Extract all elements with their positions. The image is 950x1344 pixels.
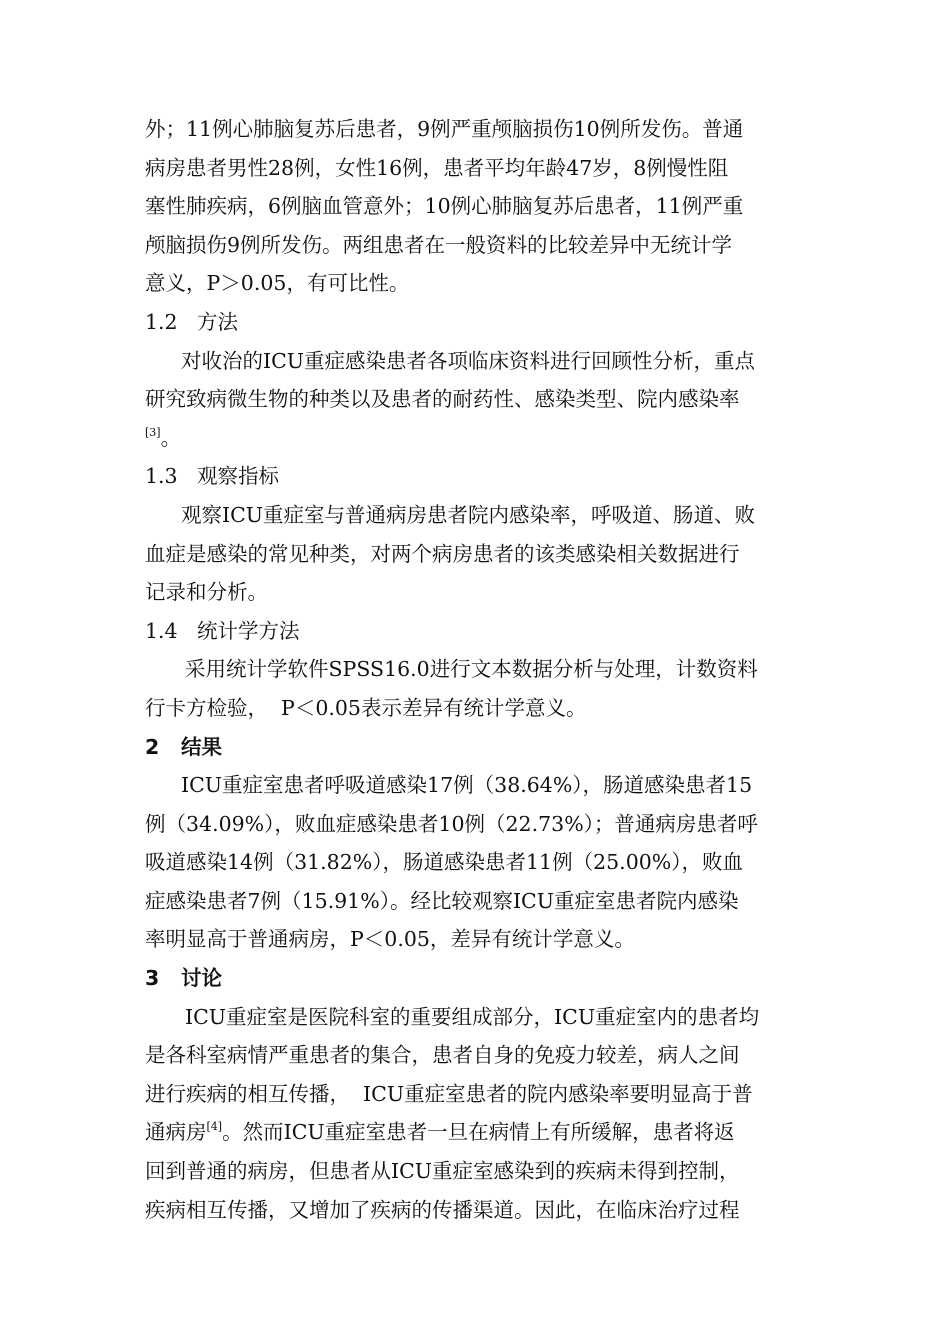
citation-ref: [3] <box>145 425 161 439</box>
text-line: 颅脑损伤9例所发伤。两组患者在一般资料的比较差异中无统计学 <box>145 232 733 257</box>
text-fragment: 。然而ICU重症室患者一旦在病情上有所缓解，患者将返 <box>222 1120 735 1145</box>
text-line: 是各科室病情严重患者的集合，患者自身的免疫力较差，病人之间 <box>145 1043 740 1068</box>
text-line: 采用统计学软件SPSS16.0进行文本数据分析与处理，计数资料 <box>185 657 758 682</box>
section-number: 1.2 <box>145 309 178 334</box>
text-line: 研究致病微生物的种类以及患者的耐药性、感染类型、院内感染率 <box>145 387 740 412</box>
section-title: 统计学方法 <box>197 618 300 643</box>
text-line: 观察ICU重症室与普通病房患者院内感染率，呼吸道、肠道、败 <box>181 502 756 527</box>
text-line: 率明显高于普通病房，P＜0.05，差异有统计学意义。 <box>145 927 635 952</box>
section-title: 方法 <box>197 309 238 334</box>
text-line: 疾病相互传播，又增加了疾病的传播渠道。因此，在临床治疗过程 <box>145 1197 740 1222</box>
text-line: 例（34.09%），败血症感染患者10例（22.73%）；普通病房患者呼 <box>145 811 758 836</box>
section-number: 1.4 <box>145 618 178 643</box>
text-line: 症感染患者7例（15.91%）。经比较观察ICU重症室患者院内感染 <box>145 888 739 913</box>
document-page <box>145 110 813 1229</box>
text-line: 吸道感染14例（31.82%），肠道感染患者11例（25.00%），败血 <box>145 850 744 875</box>
section-number: 1.3 <box>145 464 178 489</box>
text-line: 对收治的ICU重症感染患者各项临床资料进行回顾性分析，重点 <box>181 348 756 373</box>
section-heading-3 <box>145 959 813 998</box>
section-title: 结果 <box>181 734 222 759</box>
text-line: 意义，P＞0.05，有可比性。 <box>145 271 410 296</box>
text-line: 记录和分析。 <box>145 580 268 605</box>
text-line <box>145 419 813 458</box>
section-heading-2 <box>145 728 813 767</box>
text-line: 进行疾病的相互传播， ICU重症室患者的院内感染率要明显高于普 <box>145 1081 753 1106</box>
text-line: 回到普通的病房，但患者从ICU重症室感染到的疾病未得到控制， <box>145 1159 740 1184</box>
text-line: 病房患者男性28例，女性16例，患者平均年龄47岁，8例慢性阻 <box>145 155 729 180</box>
text-line: ICU重症室是医院科室的重要组成部分，ICU重症室内的患者均 <box>185 1004 760 1029</box>
text-fragment: 。 <box>160 425 182 450</box>
section-title: 讨论 <box>181 966 222 991</box>
section-number: 2 <box>145 734 160 759</box>
section-number: 3 <box>145 966 160 991</box>
section-heading-1-2 <box>145 303 813 342</box>
text-line: 外；11例心肺脑复苏后患者，9例严重颅脑损伤10例所发伤。普通 <box>145 117 744 141</box>
text-line: 血症是感染的常见种类，对两个病房患者的该类感染相关数据进行 <box>145 541 740 566</box>
text-line: 塞性肺疾病，6例脑血管意外；10例心肺脑复苏后患者，11例严重 <box>145 194 744 219</box>
section-title: 观察指标 <box>197 464 279 489</box>
text-fragment: 通病房 <box>145 1120 207 1145</box>
citation-ref: [4] <box>206 1120 223 1134</box>
text-line <box>145 1113 813 1152</box>
section-heading-1-4 <box>145 612 813 651</box>
text-line: 行卡方检验， P＜0.05表示差异有统计学意义。 <box>145 695 587 720</box>
text-line: ICU重症室患者呼吸道感染17例（38.64%），肠道感染患者15 <box>181 773 753 798</box>
section-heading-1-3 <box>145 457 813 496</box>
